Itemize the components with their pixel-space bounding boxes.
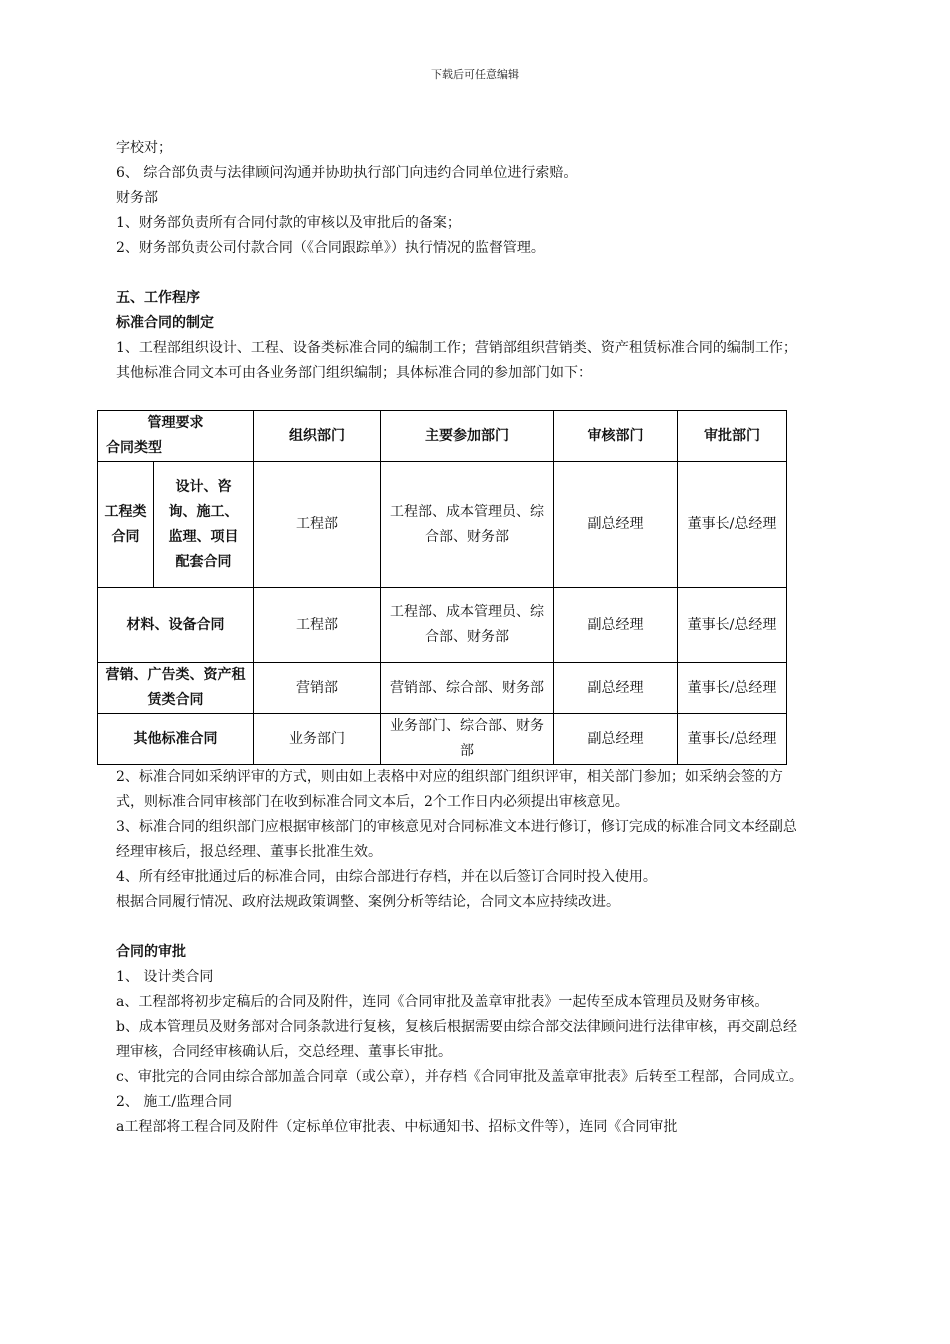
cell-approve: 董事长/总经理 xyxy=(678,663,787,714)
section-title: 五、工作程序 xyxy=(116,290,200,306)
cell-review: 副总经理 xyxy=(554,663,678,714)
header-approve: 审批部门 xyxy=(678,411,787,462)
cell-org: 工程部 xyxy=(254,588,381,663)
standard-contract-table xyxy=(97,410,787,765)
cell-review: 副总经理 xyxy=(554,462,678,588)
text-line: 字校对； xyxy=(116,140,172,156)
paragraph: 1、工程部组织设计、工程、设备类标准合同的编制工作；营销部组织营销类、资产租赁标准合同的编制工作；其他标准合同文本可由各业务部门组织编制；具体标准合同的参加部门如下： xyxy=(116,340,797,381)
table-row xyxy=(98,663,787,714)
cell-review: 副总经理 xyxy=(554,714,678,765)
cell-main: 营销部、综合部、财务部 xyxy=(381,663,554,714)
text-line: 财务部 xyxy=(116,190,158,206)
paragraph: a、工程部将初步定稿后的合同及附件，连同《合同审批及盖章审批表》一起传至成本管理员及财务审核。 xyxy=(116,994,769,1010)
paragraph: a工程部将工程合同及附件（定标单位审批表、中标通知书、招标文件等），连同《合同审批 xyxy=(116,1119,678,1135)
table-row xyxy=(98,462,787,588)
paragraph: 根据合同履行情况、政府法规政策调整、案例分析等结论，合同文本应持续改进。 xyxy=(116,894,620,910)
cell-type: 其他标准合同 xyxy=(98,714,254,765)
text-line: 6、 综合部负责与法律顾问沟通并协助执行部门向违约合同单位进行索赔。 xyxy=(116,165,578,181)
header-org: 组织部门 xyxy=(254,411,381,462)
paragraph: 2、标准合同如采纳评审的方式，则由如上表格中对应的组织部门组织评审，相关部门参加；如采纳会签的方式，则标准合同审核部门在收到标准合同文本后，2个工作日内必须提出审核意见。 xyxy=(116,769,783,810)
header-corner-cell xyxy=(98,411,254,462)
table-row xyxy=(98,588,787,663)
paragraph: b、成本管理员及财务部对合同条款进行复核，复核后根据需要由综合部交法律顾问进行法律审核，再交副总经理审核，合同经审核确认后，交总经理、董事长审批。 xyxy=(116,1019,797,1060)
header-requirement-label: 管理要求 xyxy=(147,415,204,431)
cell-org: 工程部 xyxy=(254,462,381,588)
cell-main: 工程部、成本管理员、综合部、财务部 xyxy=(381,588,554,663)
section-subtitle: 标准合同的制定 xyxy=(116,315,214,331)
cell-subtype: 设计、咨询、施工、监理、项目配套合同 xyxy=(154,462,254,588)
table-row xyxy=(98,714,787,765)
section-standard-contract-notes xyxy=(116,765,816,1140)
paragraph: c、审批完的合同由综合部加盖合同章（或公章），并存档《合同审批及盖章审批表》后转至工程部，合同成立。 xyxy=(116,1069,803,1085)
cell-org: 业务部门 xyxy=(254,714,381,765)
table-header-row xyxy=(98,411,787,462)
header-type-label: 合同类型 xyxy=(106,440,162,456)
list-item: 2、 施工/监理合同 xyxy=(116,1094,233,1110)
cell-main: 工程部、成本管理员、综合部、财务部 xyxy=(381,462,554,588)
cell-approve: 董事长/总经理 xyxy=(678,714,787,765)
cell-review: 副总经理 xyxy=(554,588,678,663)
page-header: 下载后可任意编辑 xyxy=(431,68,519,81)
cell-approve: 董事长/总经理 xyxy=(678,462,787,588)
cell-type: 工程类合同 xyxy=(98,462,154,588)
list-item: 1、 设计类合同 xyxy=(116,969,214,985)
paragraph: 4、所有经审批通过后的标准合同，由综合部进行存档，并在以后签订合同时投入使用。 xyxy=(116,869,657,885)
header-main: 主要参加部门 xyxy=(381,411,554,462)
paragraph: 3、标准合同的组织部门应根据审核部门的审核意见对合同标准文本进行修订，修订完成的标准合同文本经副总经理审核后，报总经理、董事长批准生效。 xyxy=(116,819,797,860)
header-review: 审核部门 xyxy=(554,411,678,462)
text-line: 1、财务部负责所有合同付款的审核以及审批后的备案； xyxy=(116,215,461,231)
section-responsibilities xyxy=(116,136,816,386)
cell-approve: 董事长/总经理 xyxy=(678,588,787,663)
text-line: 2、财务部负责公司付款合同（《合同跟踪单》）执行情况的监督管理。 xyxy=(116,240,545,256)
cell-main: 业务部门、综合部、财务部 xyxy=(381,714,554,765)
cell-type: 营销、广告类、资产租赁类合同 xyxy=(98,663,254,714)
cell-type: 材料、设备合同 xyxy=(98,588,254,663)
cell-org: 营销部 xyxy=(254,663,381,714)
section-title: 合同的审批 xyxy=(116,944,186,960)
